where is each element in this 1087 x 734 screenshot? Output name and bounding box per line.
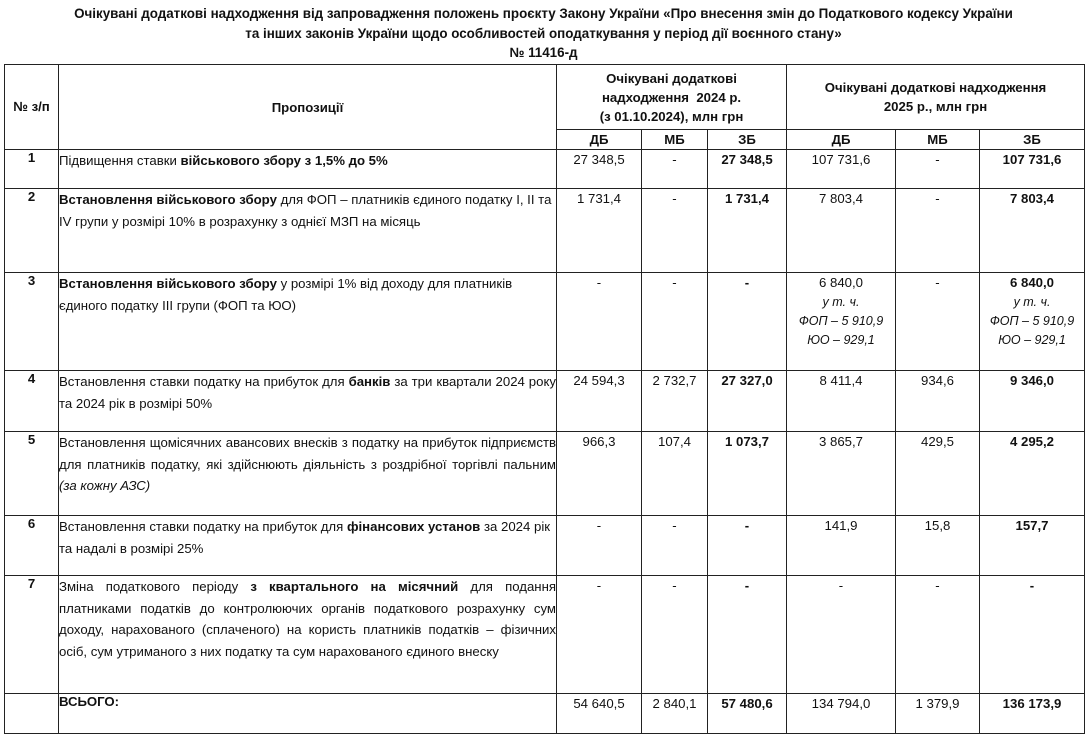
- breakdown-label: у т. ч.: [1013, 295, 1051, 309]
- breakdown-fop: ФОП – 5 910,9: [798, 314, 884, 328]
- value-2024-zb: 27 327,0: [708, 371, 787, 432]
- proposal-text-part: Встановлення ставки податку на прибуток для: [59, 374, 349, 389]
- table-row: [5, 150, 1085, 189]
- proposal-text-bold: фінансових установ: [346, 519, 481, 534]
- value-2025-zb: 157,7: [980, 516, 1085, 576]
- total-2025-db: 134 794,0: [787, 694, 896, 734]
- proposal-text-part: за три квартали 2024 року та 2024 рік в розмірі 50%: [59, 374, 556, 411]
- value-2024-mb: -: [642, 576, 708, 694]
- proposal-text: [59, 516, 557, 576]
- value-2024-db: 966,3: [557, 432, 642, 516]
- title-line-2: та інших законів України щодо особливостей оподаткування у період дії воєнного стану»: [245, 25, 842, 41]
- row-number: 6: [5, 516, 59, 576]
- total-2024-db: 54 640,5: [557, 694, 642, 734]
- value-2025-db: 107 731,6: [787, 150, 896, 189]
- value-2024-db: -: [557, 576, 642, 694]
- proposal-text-bold: з квартального на місячний: [250, 579, 459, 594]
- row-number: 5: [5, 432, 59, 516]
- value-2025-zb: -: [980, 576, 1085, 694]
- value-2024-db: 1 731,4: [557, 189, 642, 273]
- proposal-text-part: у розмірі 1% від доходу для платників єдиного податку ІІІ групи (ФОП та ЮО): [59, 276, 513, 313]
- proposal-text-part: Встановлення ставки податку на прибуток для: [59, 519, 347, 534]
- value-2025-zb: 4 295,2: [980, 432, 1085, 516]
- row-number: 1: [5, 150, 59, 189]
- breakdown-yuo: ЮО – 929,1: [998, 333, 1066, 347]
- value-2025-mb: 934,6: [896, 371, 980, 432]
- proposal-text-bold: Встановлення військового збору: [59, 276, 277, 291]
- value-2024-zb: 1 073,7: [708, 432, 787, 516]
- proposal-text-part: Зміна податкового періоду: [59, 579, 251, 594]
- header-proposals-label: Пропозиції: [271, 99, 344, 115]
- value-2024-mb: -: [642, 273, 708, 371]
- value-2024-db: 24 594,3: [557, 371, 642, 432]
- value-2025-mb: 15,8: [896, 516, 980, 576]
- value-2025-db: -: [787, 576, 896, 694]
- proposal-text-part: для подання платниками податків до контролюючих органів податкового розрахунку сум доходу, нарахованого (сплаченого) на користь платників податків – фізичних осіб, сум утриманого з них податку та сум нарахованого єдиного внеску: [59, 579, 556, 659]
- value-2025-db-cell: [787, 273, 896, 371]
- header-2024: [557, 65, 787, 130]
- value-2024-db: -: [557, 273, 642, 371]
- proposal-text-part: Встановлення щомісячних авансових внесків з податку на прибуток підприємств для платників податку, які здійснюють діяльність з роздрібної торгівлі пальним: [59, 435, 556, 472]
- row-number: 3: [5, 273, 59, 371]
- value-2025-mb: -: [896, 273, 980, 371]
- value-2025-mb: -: [896, 576, 980, 694]
- table-row: [5, 371, 1085, 432]
- proposal-text: [59, 371, 557, 432]
- breakdown-label: у т. ч.: [822, 295, 860, 309]
- header-2025-line-2: 2025 р., млн грн: [883, 99, 988, 114]
- breakdown-yuo: ЮО – 929,1: [807, 333, 875, 347]
- table-row: [5, 576, 1085, 694]
- total-num-cell: [5, 694, 59, 734]
- value-2024-mb: -: [642, 516, 708, 576]
- value-2024-mb: 2 732,7: [642, 371, 708, 432]
- title-line-3: № 11416-д: [509, 45, 578, 60]
- value-2025-db: 141,9: [787, 516, 896, 576]
- row-number: 7: [5, 576, 59, 694]
- header-2025-mb: МБ: [896, 130, 980, 150]
- value-2025-mb: 429,5: [896, 432, 980, 516]
- value-2025-zb-cell: [980, 273, 1085, 371]
- table-row: [5, 516, 1085, 576]
- value-2024-db: 27 348,5: [557, 150, 642, 189]
- proposal-text-bold: військового збору з 1,5% до 5%: [180, 153, 388, 168]
- revenue-table: [4, 64, 1085, 734]
- row-number: 2: [5, 189, 59, 273]
- total-2025-mb: 1 379,9: [896, 694, 980, 734]
- total-2025-zb: 136 173,9: [980, 694, 1085, 734]
- value-2025-db: 3 865,7: [787, 432, 896, 516]
- proposal-text: [59, 189, 557, 273]
- table-row: [5, 189, 1085, 273]
- proposal-text: [59, 576, 557, 694]
- header-2024-zb: ЗБ: [708, 130, 787, 150]
- value-2025-mb: -: [896, 150, 980, 189]
- total-2024-zb: 57 480,6: [708, 694, 787, 734]
- value-2024-mb: 107,4: [642, 432, 708, 516]
- header-2024-mb: МБ: [642, 130, 708, 150]
- value-2025-zb: 6 840,0: [1010, 275, 1054, 290]
- value-2025-db: 6 840,0: [819, 275, 863, 290]
- proposal-text: [59, 150, 557, 189]
- header-num-label: № з/п: [13, 99, 50, 114]
- header-2025: [787, 65, 1085, 130]
- proposal-text-part: Підвищення ставки: [59, 153, 181, 168]
- value-2024-mb: -: [642, 189, 708, 273]
- proposal-text-bold: банків: [348, 374, 391, 389]
- header-2025-zb: ЗБ: [980, 130, 1085, 150]
- total-label: ВСЬОГО:: [59, 694, 557, 734]
- title-line-1: Очікувані додаткові надходження від запровадження положень проєкту Закону України «Про внесення змін до Податкового кодексу України: [74, 6, 1013, 21]
- value-2025-db: 7 803,4: [787, 189, 896, 273]
- value-2024-zb: -: [708, 273, 787, 371]
- header-2024-line-2: надходження 2024 р.: [601, 89, 742, 105]
- document-title: [0, 4, 1087, 63]
- value-2024-mb: -: [642, 150, 708, 189]
- header-2024-db: ДБ: [557, 130, 642, 150]
- proposal-text-part: за 2024 рік та надалі в розмірі 25%: [59, 519, 551, 556]
- proposal-text-part: для ФОП – платників єдиного податку І, ІІ та IV групи у розмірі 10% в розрахунку з однієї МЗП на місяць: [59, 192, 552, 229]
- value-2025-zb: 7 803,4: [980, 189, 1085, 273]
- header-proposals: [59, 65, 557, 150]
- total-row: [5, 694, 1085, 734]
- proposal-text-italic: (за кожну АЗС): [59, 478, 151, 493]
- value-2024-db: -: [557, 516, 642, 576]
- proposal-text: [59, 273, 557, 371]
- value-2025-db: 8 411,4: [787, 371, 896, 432]
- header-2025-db: ДБ: [787, 130, 896, 150]
- table-row: [5, 432, 1085, 516]
- value-2025-zb: 9 346,0: [980, 371, 1085, 432]
- total-2024-mb: 2 840,1: [642, 694, 708, 734]
- table-header-row: [5, 65, 1085, 130]
- header-2024-line-1: Очікувані додаткові: [606, 70, 737, 86]
- header-num: [5, 65, 59, 150]
- table-row: [5, 273, 1085, 371]
- value-2024-zb: 27 348,5: [708, 150, 787, 189]
- proposal-text: [59, 432, 557, 516]
- value-2024-zb: 1 731,4: [708, 189, 787, 273]
- row-number: 4: [5, 371, 59, 432]
- value-2024-zb: -: [708, 576, 787, 694]
- proposal-text-bold: Встановлення військового збору: [59, 192, 277, 207]
- value-2025-zb: 107 731,6: [980, 150, 1085, 189]
- breakdown-fop: ФОП – 5 910,9: [989, 314, 1075, 328]
- value-2024-zb: -: [708, 516, 787, 576]
- header-2025-line-1: Очікувані додаткові надходження: [824, 80, 1047, 95]
- header-2024-line-3: (з 01.10.2024), млн грн: [599, 108, 744, 124]
- value-2025-mb: -: [896, 189, 980, 273]
